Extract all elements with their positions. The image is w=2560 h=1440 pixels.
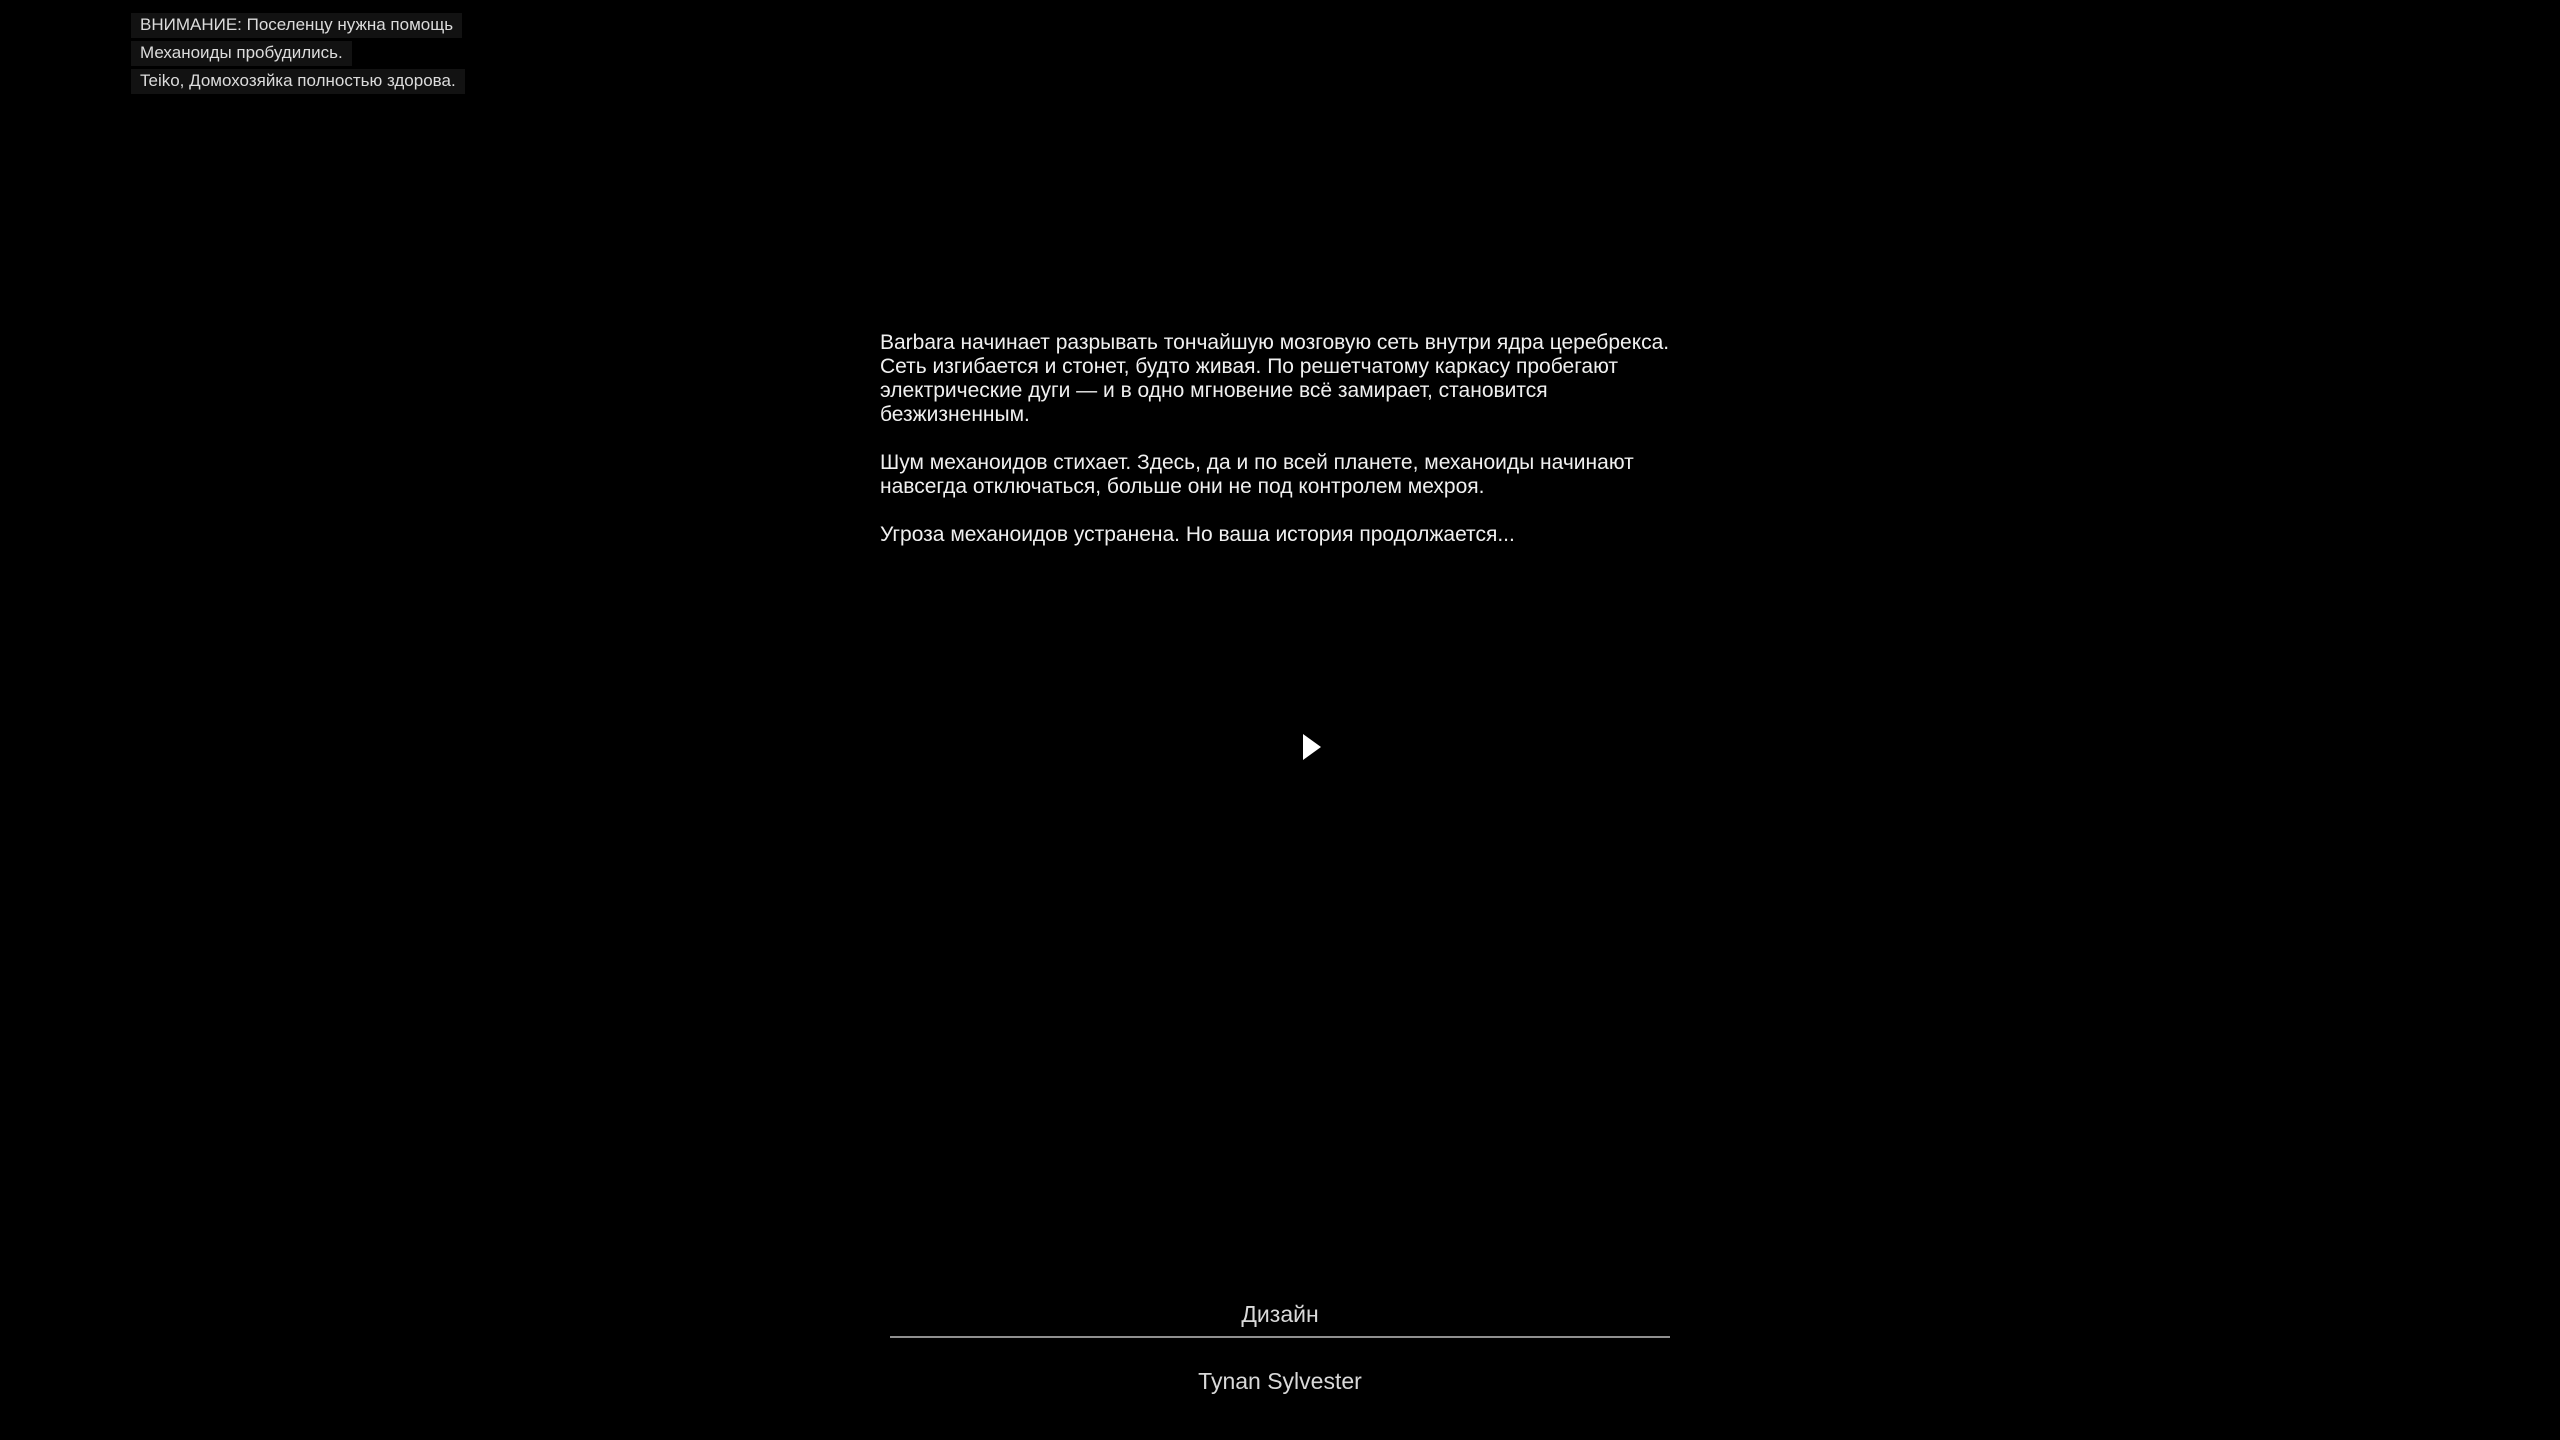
story-paragraph-3: Угроза механоидов устранена. Но ваша история продолжается... bbox=[880, 523, 1515, 546]
credits-divider bbox=[890, 1336, 1670, 1338]
game-message-mechanoids-awakened[interactable]: Механоиды пробудились. bbox=[131, 41, 352, 66]
story-paragraph-1: Barbara начинает разрывать тончайшую мозговую сеть внутри ядра церебрекса. Сеть изгибается и стонет, будто живая. По решетчатому каркасу пробегают электрические дуги — и в одно мгновение всё замирает, становится безжизненным. bbox=[880, 331, 1670, 426]
game-message-colonist-needs-help[interactable]: ВНИМАНИЕ: Поселенцу нужна помощь bbox=[131, 13, 462, 38]
credits-section-title: Дизайн bbox=[1241, 1301, 1319, 1327]
credits-section bbox=[890, 1300, 1670, 1395]
game-message-stack bbox=[131, 13, 465, 94]
ending-story-text bbox=[880, 331, 1685, 571]
story-paragraph-2: Шум механоидов стихает. Здесь, да и по всей планете, механоиды начинают навсегда отключаться, больше они не под контролем мехроя. bbox=[880, 451, 1634, 498]
credits-person-name: Tynan Sylvester bbox=[1198, 1368, 1362, 1394]
mouse-cursor-icon bbox=[1303, 734, 1321, 760]
game-message-teiko-healthy[interactable]: Teiko, Домохозяйка полностью здорова. bbox=[131, 69, 465, 94]
